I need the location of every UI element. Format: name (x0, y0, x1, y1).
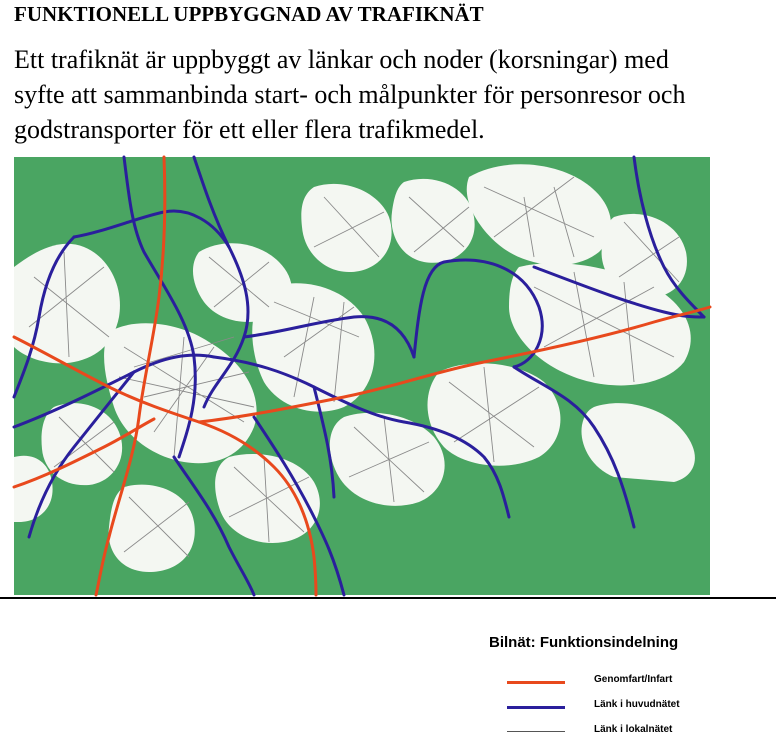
bottom-divider (0, 597, 776, 599)
legend-item-through-route (479, 674, 710, 690)
body-line: godstransporter för ett eller flera trafikmedel. (14, 115, 485, 144)
legend-swatch-blue (507, 706, 565, 709)
legend-swatch-red (507, 681, 565, 684)
road-network-map (14, 157, 710, 735)
body-paragraph (14, 42, 764, 147)
legend-label: Länk i lokalnätet (594, 724, 673, 735)
legend-item-main-network (479, 699, 710, 715)
body-line: Ett trafiknät är uppbyggt av länkar och noder (korsningar) med (14, 45, 669, 74)
legend-label: Länk i huvudnätet (594, 699, 680, 710)
legend-title: Bilnät: Funktionsindelning (489, 634, 679, 651)
map-legend (479, 624, 710, 745)
legend-item-local-network (479, 724, 710, 740)
map-illustration (14, 157, 710, 595)
body-line: syfte att sammanbinda start- och målpunkter för personresor och (14, 80, 686, 109)
document-title: FUNKTIONELL UPPBYGGNAD AV TRAFIKNÄT (14, 2, 484, 26)
legend-swatch-gray (507, 731, 565, 732)
legend-label: Genomfart/Infart (594, 674, 673, 685)
